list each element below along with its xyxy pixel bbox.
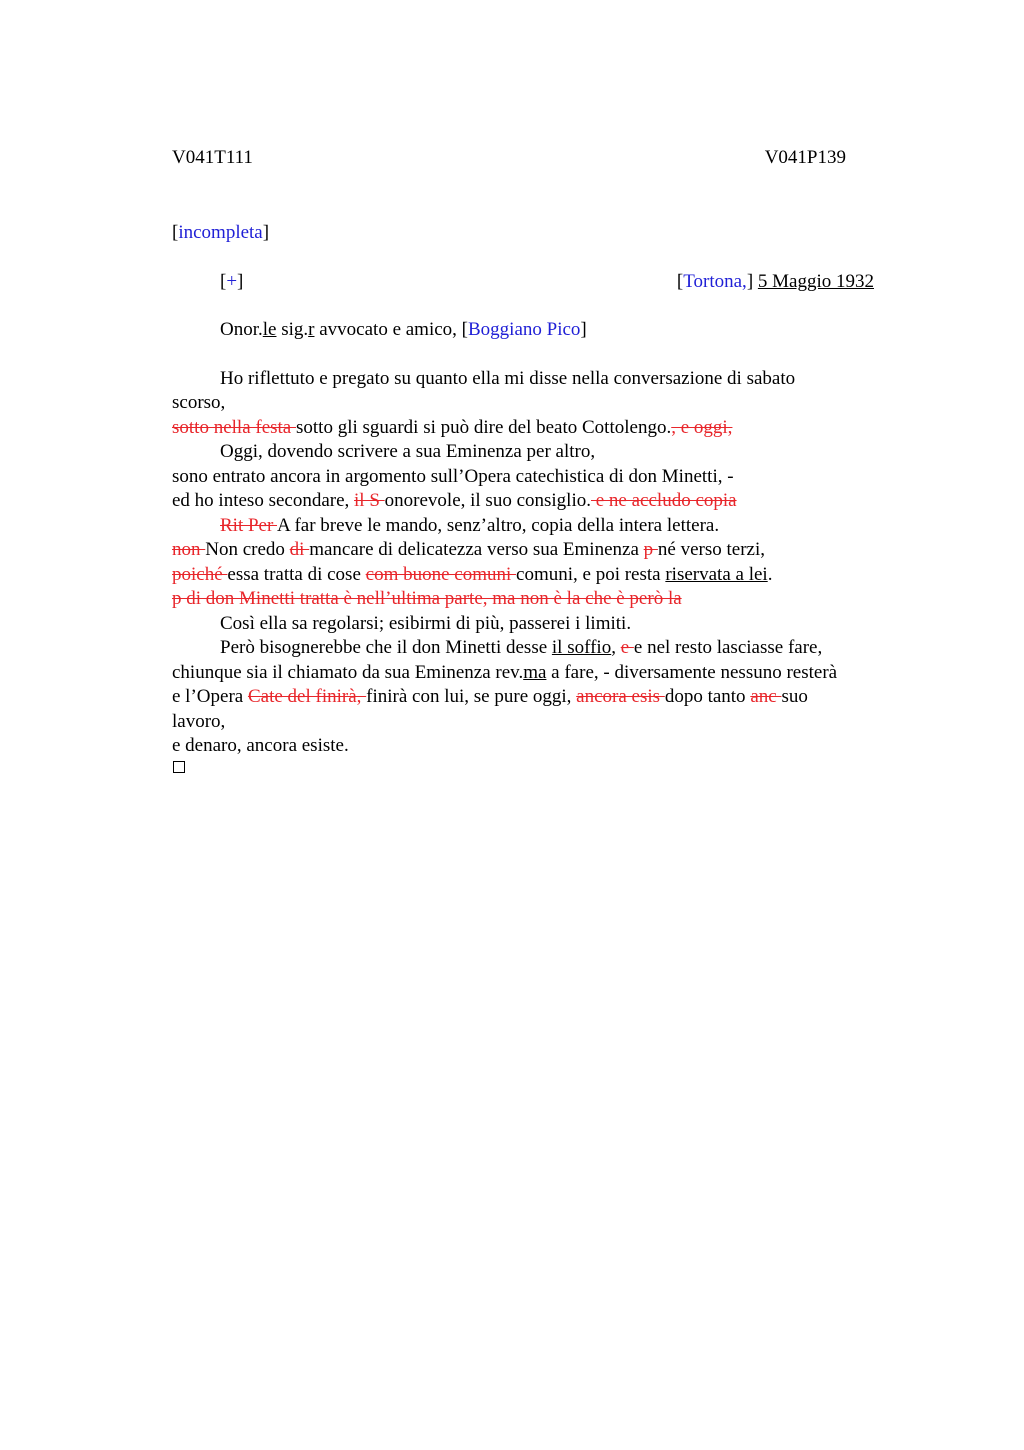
body-text: comuni, e poi resta (516, 564, 666, 585)
body-line-11: Così ella sa regolarsi; esibirmi di più, passerei i limiti. (220, 613, 632, 634)
deletion: il S (354, 490, 385, 511)
status-note-text: incompleta (178, 222, 263, 243)
body-line-4: Oggi, dovendo scrivere a sua Eminenza per altro, (220, 441, 596, 462)
deletion: Rit Per (220, 515, 278, 536)
body-line-16: e denaro, ancora esiste. (172, 735, 349, 756)
body-line-8 (172, 538, 765, 562)
body-text: suo (781, 686, 808, 707)
body-text: e l’Opera (172, 686, 248, 707)
salutation-r: r (308, 319, 315, 340)
salutation-le: le (262, 319, 277, 340)
place-name: Tortona, (683, 271, 747, 292)
place-date: [Tortona,] 5 Maggio 1932 (676, 271, 874, 292)
place-mark-text: + (226, 271, 238, 292)
recipient-name: Boggiano Pico (468, 319, 581, 340)
body-text: Non credo (205, 539, 290, 560)
body-text: e nel resto lasciasse fare, (633, 637, 823, 658)
letter-date: 5 Maggio 1932 (757, 271, 874, 292)
end-of-text-box-icon (173, 761, 185, 773)
deletion: ancora esis (576, 686, 665, 707)
deletion: di (289, 539, 310, 560)
body-line-12 (220, 636, 822, 660)
status-note: [incompleta] (172, 222, 270, 243)
body-text: Però bisognerebbe che il don Minetti desse (220, 637, 552, 658)
body-text: a fare, - diversamente nessuno resterà (546, 662, 838, 683)
document-code-left: V041T111 (172, 147, 253, 168)
body-line-2: scorso, (172, 392, 226, 413)
deletion: e (620, 637, 634, 658)
body-text: sotto gli sguardi si può dire del beato Cottolengo. (296, 417, 672, 438)
deletion: anc (750, 686, 782, 707)
body-line-1: Ho riflettuto e pregato su quanto ella mi disse nella conversazione di sabato (220, 368, 796, 389)
body-text: finirà con lui, se pure oggi, (366, 686, 577, 707)
body-line-14 (172, 685, 808, 709)
body-text: ed ho inteso secondare, (172, 490, 355, 511)
body-line-6 (172, 489, 737, 513)
deletion: sotto nella festa (172, 417, 296, 438)
body-text: , (611, 637, 621, 658)
deletion: p di don Minetti tratta è nell’ultima parte, ma non è la che è però la (172, 588, 682, 609)
body-text: A far breve le mando, senz’altro, copia della intera lettera. (277, 515, 720, 536)
body-line-7 (220, 514, 719, 538)
deletion: non (172, 539, 206, 560)
deletion: com buone comuni (365, 564, 517, 585)
body-line-3 (172, 416, 732, 440)
body-text: . (767, 564, 773, 585)
body-line-5: sono entrato ancora in argomento sull’Opera catechistica di don Minetti, - (172, 466, 734, 487)
salutation-prefix: Onor. (220, 319, 263, 340)
body-text: dopo tanto (664, 686, 751, 707)
body-text: mancare di delicatezza verso sua Eminenza (309, 539, 644, 560)
deletion: , e oggi, (671, 417, 733, 438)
underlined-text: ma (523, 662, 547, 683)
body-line-10 (172, 587, 682, 611)
letter-page (172, 0, 902, 1450)
deletion: poiché (172, 564, 228, 585)
body-text: onorevole, il suo consiglio. (384, 490, 591, 511)
salutation-mid: sig. (276, 319, 309, 340)
salutation-rest: avvocato e amico, (314, 319, 462, 340)
underlined-text: riservata a lei (665, 564, 768, 585)
body-line-15: lavoro, (172, 711, 226, 732)
deletion: e ne accludo copia (591, 490, 737, 511)
body-line-13 (172, 661, 837, 685)
deletion: Cate del finirà, (247, 686, 367, 707)
salutation: Onor.le sig.r avvocato e amico, [Boggiano Pico] (220, 319, 587, 340)
body-text: essa tratta di cose (227, 564, 366, 585)
body-line-9 (172, 563, 772, 587)
body-text: né verso terzi, (657, 539, 765, 560)
underlined-text: il soffio (551, 637, 612, 658)
document-code-right: V041P139 (764, 147, 846, 168)
place-mark: [+] (220, 271, 244, 292)
deletion: p (643, 539, 658, 560)
body-text: chiunque sia il chiamato da sua Eminenza rev. (172, 662, 524, 683)
